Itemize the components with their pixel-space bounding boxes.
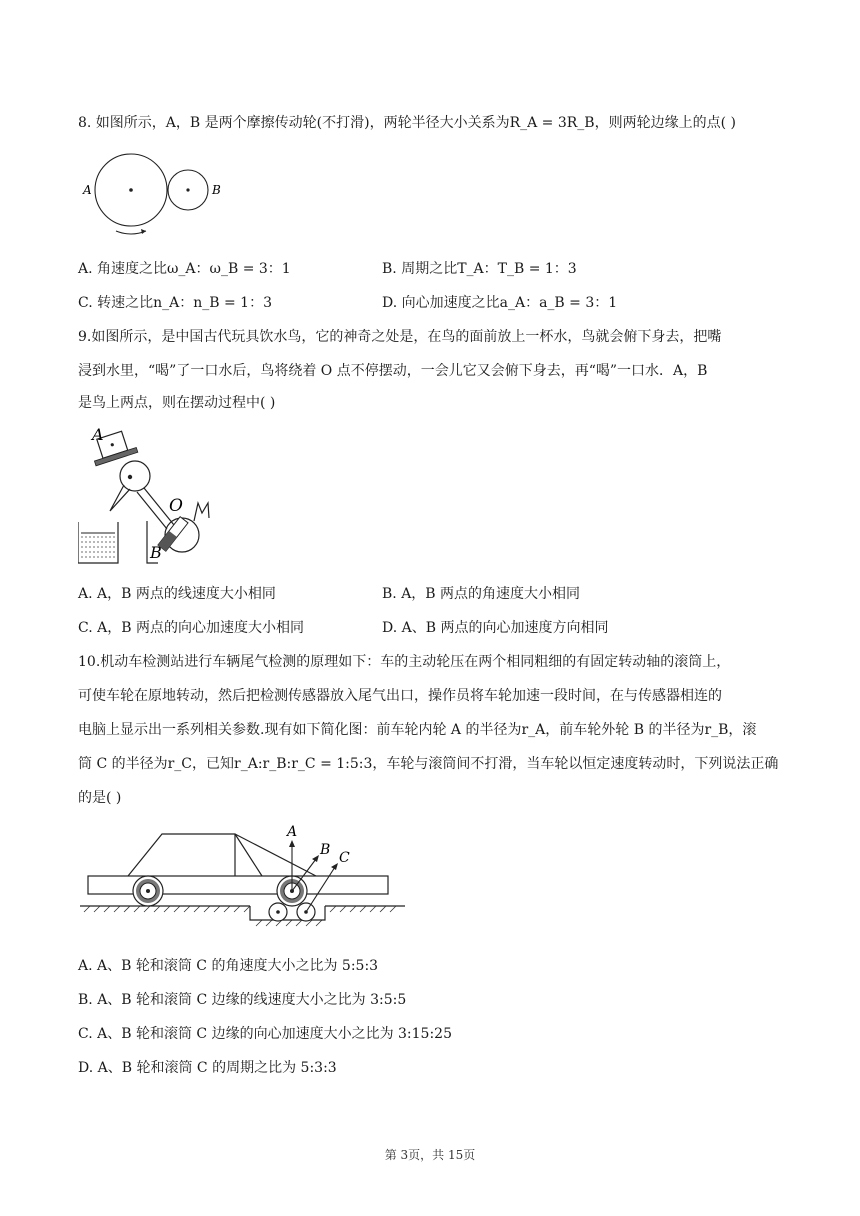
question-8-option-b[interactable]: B. 周期之比T_A：T_B = 1：3 xyxy=(382,261,577,277)
bird-label-a: A xyxy=(92,425,104,444)
question-9-stem-text1: 如图所示，是中国古代玩具饮水鸟，它的神奇之处是，在鸟的面前放上一杯水，鸟就会俯下身去，把嘴 xyxy=(91,329,722,345)
car-label-a: A xyxy=(287,824,298,840)
question-9-stem-line1 xyxy=(78,327,790,347)
question-10-stem-line4: 筒 C 的半径为r_C，已知r_A:r_B:r_C = 1:5:3，车轮与滚筒间不打滑，当车轮以恒定速度转动时，下列说法正确 xyxy=(78,756,779,772)
page-footer: 第 3页，共 15页 xyxy=(384,1148,476,1162)
question-10-stem-line3: 电脑上显示出一系列相关参数.现有如下简化图：前车轮内轮 A 的半径为r_A，前车轮外轮 B 的半径为r_B，滚 xyxy=(78,722,757,738)
car-label-c: C xyxy=(339,850,350,866)
question-8-option-d[interactable]: D. 向心加速度之比a_A：a_B = 3：1 xyxy=(382,295,618,311)
question-9-option-b[interactable]: B. A，B 两点的角速度大小相同 xyxy=(382,586,581,602)
question-10-option-c[interactable]: C. A、B 轮和滚筒 C 边缘的向心加速度大小之比为 3:15:25 xyxy=(78,1026,452,1042)
question-10-stem-line5: 的是( ) xyxy=(78,790,122,806)
question-9-option-c[interactable]: C. A，B 两点的向心加速度大小相同 xyxy=(78,620,304,636)
question-9-stem-line3: 是鸟上两点，则在摆动过程中( ) xyxy=(78,395,276,411)
wheel-label-a: A xyxy=(83,183,92,197)
question-10-option-a[interactable]: A. A、B 轮和滚筒 C 的角速度大小之比为 5:5:3 xyxy=(78,958,379,974)
question-10-stem-text1: 机动车检测站进行车辆尾气检测的原理如下：车的主动轮压在两个相同粗细的有固定转动轴的滚筒上， xyxy=(100,654,731,670)
question-9-option-d[interactable]: D. A、B 两点的向心加速度方向相同 xyxy=(382,620,609,636)
question-9-option-a[interactable]: A. A，B 两点的线速度大小相同 xyxy=(78,586,276,602)
question-8-stem: 8. 如图所示，A，B 是两个摩擦传动轮(不打滑)，两轮半径大小关系为R_A = 3R_B，则两轮边缘上的点( ) xyxy=(78,115,736,131)
question-8-option-c[interactable]: C. 转速之比n_A：n_B = 1：3 xyxy=(78,295,272,311)
bird-label-b: B xyxy=(150,543,162,562)
question-8-option-a[interactable]: A. 角速度之比ω_A：ω_B = 3：1 xyxy=(78,261,291,277)
question-10-stem-line2: 可使车轮在原地转动，然后把检测传感器放入尾气出口，操作员将车轮加速一段时间，在与传感器相连的 xyxy=(78,688,722,704)
question-10-figure xyxy=(80,822,410,932)
bird-label-o: O xyxy=(169,496,183,516)
question-9-stem-line2: 浸到水里，“喝”了一口水后，鸟将绕着 O 点不停摆动，一会儿它又会俯下身去，再“喝”一口水．A，B xyxy=(78,363,708,379)
question-10-option-b[interactable]: B. A、B 轮和滚筒 C 边缘的线速度大小之比为 3:5:5 xyxy=(78,992,407,1008)
question-10-stem-line1 xyxy=(78,652,790,672)
question-10-option-d[interactable]: D. A、B 轮和滚筒 C 的周期之比为 5:3:3 xyxy=(78,1060,337,1076)
wheel-label-b: B xyxy=(212,183,221,197)
question-9-number: 9. xyxy=(78,329,92,345)
car-label-b: B xyxy=(320,842,331,858)
question-8-figure xyxy=(80,148,230,248)
question-9-figure xyxy=(78,425,228,570)
question-10-number: 10. xyxy=(78,654,101,670)
